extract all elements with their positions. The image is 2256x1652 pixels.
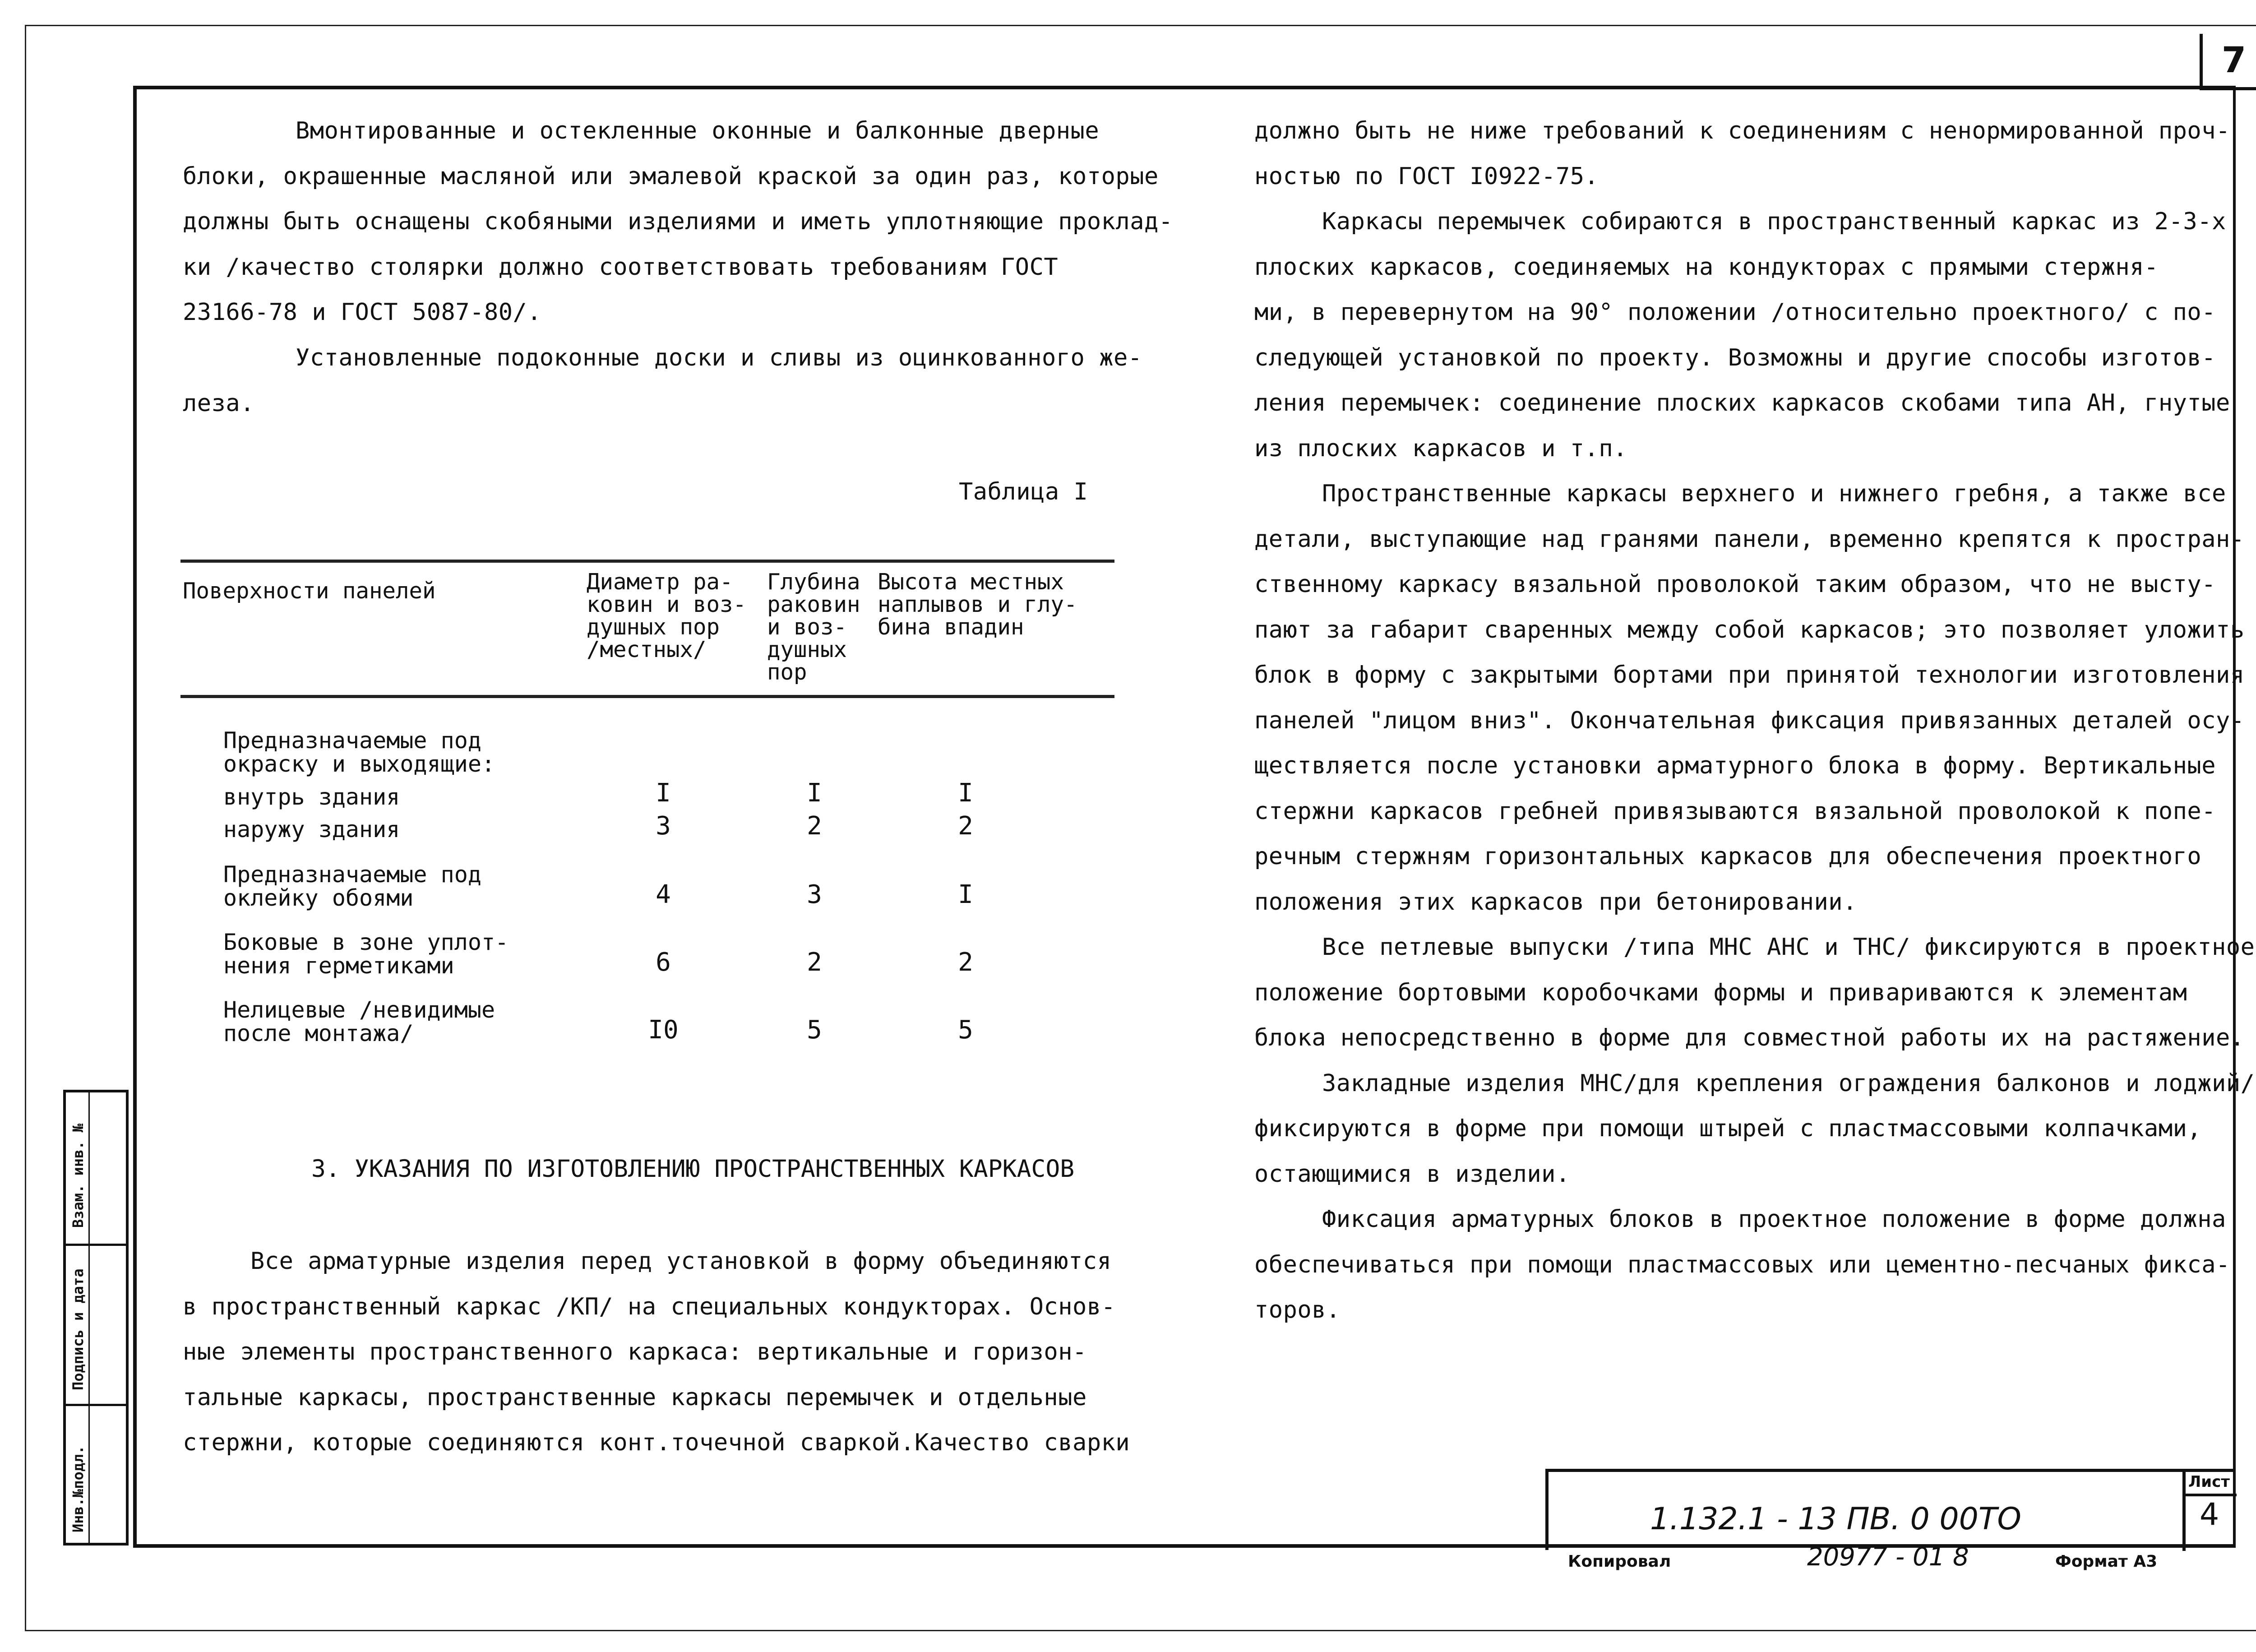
table-cell: 2 — [807, 811, 822, 841]
text-line: должны быть оснащены скобяными изделиями и иметь уплотняющие проклад- — [183, 208, 1173, 235]
text-line: ления перемычек: соединение плоских каркасов скобами типа АН, гнутые — [1254, 389, 2230, 416]
copied-label: Копировал — [1568, 1552, 1671, 1571]
text-line: детали, выступающие над гранями панели, временно крепятся к простран- — [1254, 525, 2245, 553]
text-line: ми, в перевернутом на 90° положении /относительно проектного/ с по- — [1254, 299, 2216, 326]
stamp-label: Инв.№подл. — [69, 1445, 87, 1532]
text-line: Все арматурные изделия перед установкой в форму объединяются — [250, 1248, 1112, 1275]
table-group-title: Предназначаемые под окраску и выходящие: — [223, 727, 495, 777]
order-number: 20977 - 01 8 — [1807, 1542, 1969, 1572]
table-top-rule — [180, 560, 1114, 563]
table-cell: I — [656, 778, 671, 808]
text-line: ные элементы пространственного каркаса: вертикальные и горизон- — [183, 1338, 1087, 1365]
text-line: Установленные подоконные доски и сливы из оцинкованного же- — [296, 344, 1142, 371]
table-row-label: Боковые в зоне уплот- нения герметиками — [223, 929, 509, 979]
table-row-label: наружу здания — [223, 816, 400, 842]
paragraph-sills — [183, 335, 1142, 426]
text-line: ществляется после установки арматурного блока в форму. Вертикальные — [1254, 752, 2216, 779]
text-line: Все петлевые выпуски /типа МНС АНС и ТНС/ фиксируются в проектное — [1322, 934, 2255, 961]
side-stamp — [63, 1090, 129, 1546]
text-line: леза. — [183, 389, 255, 417]
text-line: фиксируются в форме при помощи штырей с пластмассовыми колпачками, — [1254, 1115, 2202, 1142]
title-divider — [2182, 1494, 2237, 1496]
table-cell: I — [958, 880, 973, 909]
table-cell: 2 — [958, 811, 973, 841]
section-heading: 3. УКАЗАНИЯ ПО ИЗГОТОВЛЕНИЮ ПРОСТРАНСТВЕННЫХ КАРКАСОВ — [311, 1155, 1075, 1183]
text-line: стержни каркасов гребней привязываются вязальной проволокой к попе- — [1254, 797, 2216, 825]
table-header-diameter: Диаметр ра- ковин и воз- душных пор /местных/ — [587, 569, 747, 662]
text-line: Закладные изделия МНС/для крепления ограждения балконов и лоджий/ — [1322, 1069, 2255, 1097]
table-cell: 3 — [807, 880, 822, 909]
top-page-number: 7 — [2200, 34, 2256, 90]
text-line: должно быть не ниже требований к соединениям с ненормированной проч- — [1254, 117, 2230, 144]
document-code: 1.132.1 - 13 ПВ. 0 00ТО — [1650, 1501, 2021, 1537]
text-line: ностью по ГОСТ I0922-75. — [1254, 162, 1599, 190]
table-row-label: Предназначаемые под оклейку обоями — [223, 861, 481, 911]
table-cell: 5 — [807, 1015, 822, 1045]
text-line: Фиксация арматурных блоков в проектное положение в форме должна — [1322, 1206, 2226, 1233]
right-column-text — [1254, 108, 2255, 1333]
text-line: стержни, которые соединяются конт.точечной сваркой.Качество сварки — [183, 1429, 1130, 1456]
text-line: тальные каркасы, пространственные каркасы перемычек и отдельные — [183, 1384, 1087, 1411]
text-line: 23166-78 и ГОСТ 5087-80/. — [183, 299, 542, 326]
text-line: торов. — [1254, 1296, 1341, 1323]
table-cell: I — [807, 778, 822, 808]
paragraph-frames — [183, 1239, 1130, 1466]
stamp-label: Подпись и дата — [69, 1268, 87, 1390]
table-cell: 3 — [656, 811, 671, 841]
table-cell: 2 — [958, 948, 973, 977]
text-line: панелей "лицом вниз". Окончательная фиксация привязанных деталей осу- — [1254, 707, 2245, 734]
text-line: Пространственные каркасы верхнего и нижнего гребня, а также все — [1322, 480, 2226, 507]
stamp-divider — [88, 1092, 90, 1543]
table-caption: Таблица I — [959, 478, 1088, 505]
stamp-divider — [66, 1404, 126, 1406]
text-line: плоских каркасов, соединяемых на кондукторах с прямыми стержня- — [1254, 253, 2159, 281]
sheet-number: 4 — [2200, 1497, 2219, 1532]
paragraph-windows — [183, 108, 1173, 335]
text-line: блока непосредственно в форме для совместной работы их на растяжение. — [1254, 1024, 2245, 1051]
stamp-label: Взам. инв. № — [69, 1123, 87, 1228]
table-header-depth: Глубина раковин и воз- душных пор — [767, 569, 860, 685]
table-cell: I0 — [648, 1015, 679, 1045]
table-row-label: Нелицевые /невидимые после монтажа/ — [223, 997, 495, 1046]
table-cell: 4 — [656, 880, 671, 909]
format-label: Формат А3 — [2055, 1552, 2158, 1571]
table-cell: 2 — [807, 948, 822, 977]
text-line: положение бортовыми коробочками формы и привариваются к элементам — [1254, 979, 2187, 1006]
text-line: обеспечиваться при помощи пластмассовых или цементно-песчаных фикса- — [1254, 1251, 2230, 1278]
table-cell: 5 — [958, 1015, 973, 1045]
text-line: в пространственный каркас /КП/ на специальных кондукторах. Основ- — [183, 1293, 1116, 1320]
table-cell: I — [958, 778, 973, 808]
table-header-surfaces: Поверхности панелей — [183, 578, 436, 604]
text-line: следующей установкой по проекту. Возможны и другие способы изготов- — [1254, 344, 2216, 371]
text-line: ственному каркасу вязальной проволокой таким образом, что не высту- — [1254, 571, 2216, 598]
text-line: положения этих каркасов при бетонировании. — [1254, 888, 1857, 916]
table-cell: 6 — [656, 948, 671, 977]
text-line: пают за габарит сваренных между собой каркасов; это позволяет уложить — [1254, 616, 2245, 643]
table-header-height: Высота местных наплывов и глу- бина впадин — [878, 569, 1077, 640]
stamp-divider — [66, 1244, 126, 1246]
table-header-rule — [180, 695, 1114, 698]
text-line: блоки, окрашенные масляной или эмалевой краской за один раз, которые — [183, 162, 1159, 190]
title-block — [1545, 1469, 2236, 1550]
text-line: из плоских каркасов и т.п. — [1254, 435, 1627, 462]
text-line: Каркасы перемычек собираются в пространственный каркас из 2-3-х — [1322, 208, 2226, 235]
text-line: Вмонтированные и остекленные оконные и балконные дверные — [296, 117, 1100, 144]
text-line: остающимися в изделии. — [1254, 1160, 1570, 1188]
text-line: речным стержням горизонтальных каркасов для обеспечения проектного — [1254, 843, 2202, 870]
title-divider — [2182, 1472, 2186, 1551]
text-line: блок в форму с закрытыми бортами при принятой технологии изготовления — [1254, 662, 2245, 689]
sheet-label: Лист — [2188, 1473, 2230, 1491]
text-line: ки /качество столярки должно соответствовать требованиям ГОСТ — [183, 253, 1059, 281]
table-row-label: внутрь здания — [223, 784, 400, 810]
